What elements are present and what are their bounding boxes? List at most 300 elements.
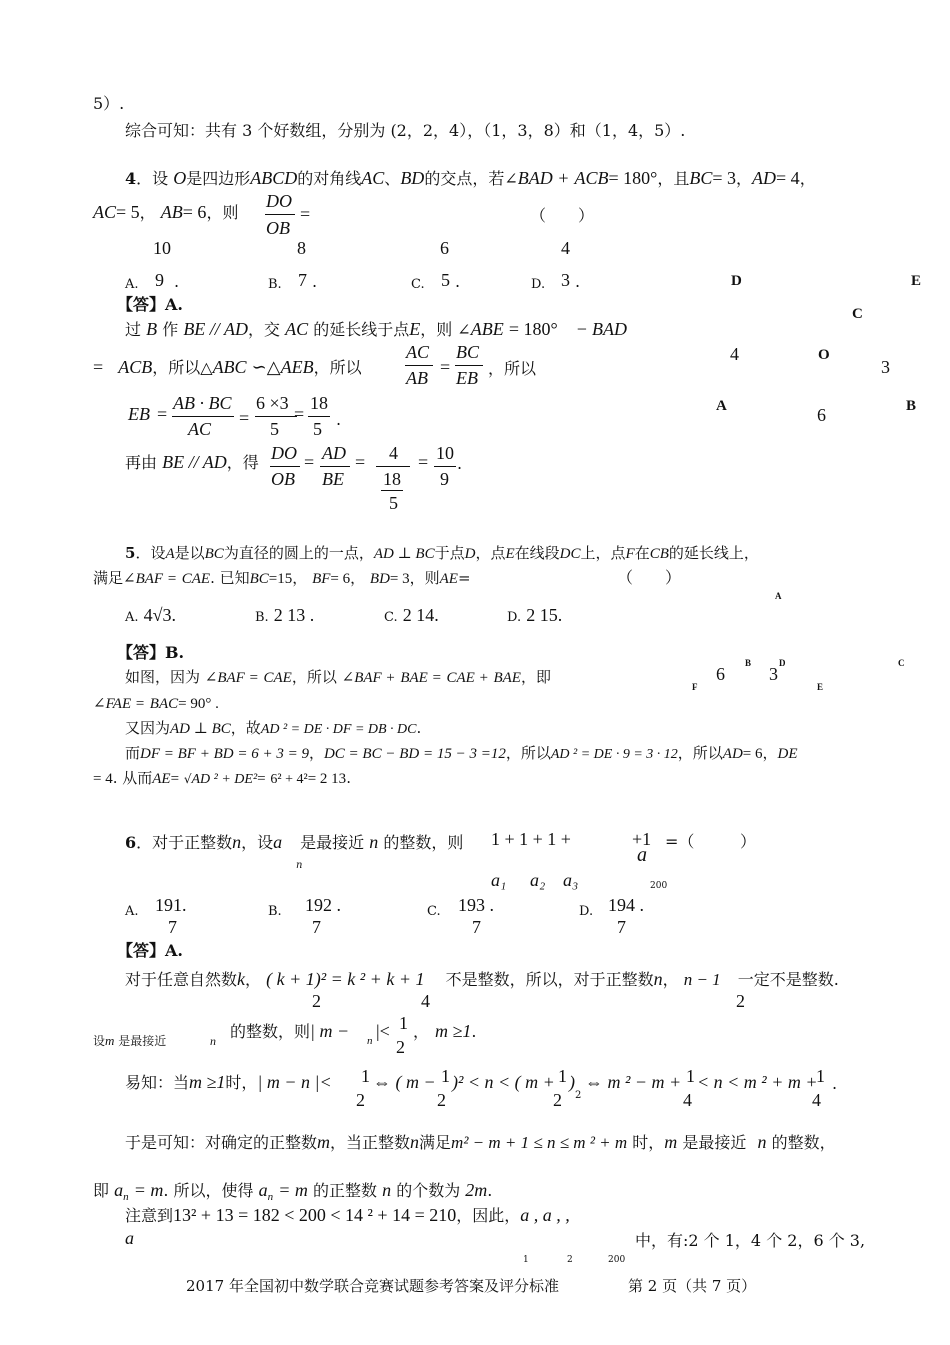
q4-eb-f2-num: 6 ×3 xyxy=(256,393,289,413)
q6-l2-den: 2 xyxy=(396,1037,405,1057)
q6-text: 的整数，则 xyxy=(230,1022,311,1041)
q6-text: 时， xyxy=(632,1133,665,1152)
q4-sol4-f3-inner-bar xyxy=(381,490,403,491)
q5-solution-line-1 xyxy=(125,667,551,688)
q6-solution-line-1 xyxy=(125,969,839,990)
q5-expr: FAE = xyxy=(105,696,146,712)
fig5-label-B: B xyxy=(745,658,752,668)
q6-l3-mid: )² < n < ( m + xyxy=(452,1072,555,1092)
q5-val: = 6 xyxy=(330,571,351,587)
q5-var: BD xyxy=(369,571,390,587)
q6-l6-a: a xyxy=(125,1228,134,1248)
q6-opt-b-num: 192 . xyxy=(305,895,341,915)
q4-expr: ABC xyxy=(212,357,247,377)
q6-expr: n − 1 xyxy=(683,970,721,989)
q6-sum-a: a xyxy=(637,844,647,866)
q5-text: = xyxy=(457,569,471,587)
fig5-label-F: F xyxy=(692,682,698,692)
q4-expr: = 180° xyxy=(508,319,558,339)
q5-text: ，所以 ∠ xyxy=(291,668,355,686)
q5-text: . 从而 xyxy=(112,769,153,787)
q6-text: ， xyxy=(662,970,679,989)
q4-text: 是四边形 xyxy=(186,169,251,188)
q5-text: . xyxy=(416,719,422,737)
q4-eb-f3-den: 5 xyxy=(313,419,322,439)
q5-expr: = xyxy=(257,771,266,787)
q6-den-3: a₃ xyxy=(563,870,579,890)
fig4-label-C: C xyxy=(852,306,863,322)
q6-l3-f5-den: 4 xyxy=(812,1090,821,1110)
q5-opt-label: B. xyxy=(255,610,269,625)
q6-text: 对于任意自然数 xyxy=(125,970,238,989)
q4-opt-a-label: A. xyxy=(125,277,139,292)
q5-solution-line-4 xyxy=(125,743,798,765)
fig4-label-A: A xyxy=(716,398,727,414)
q6-l3-f1-num: 1 xyxy=(361,1066,370,1086)
q5-opt-label: C. xyxy=(384,610,398,625)
q5-expr: BAC xyxy=(149,696,179,712)
q5-text: ，即 xyxy=(520,668,551,686)
q4-eb-f1-den: AC xyxy=(188,419,212,439)
q4-eb-eq3: = xyxy=(294,404,305,424)
q5-text: 在线段 xyxy=(514,544,560,562)
q5-expr: AD ⊥ BC xyxy=(373,546,435,562)
q5-text: ∠ xyxy=(93,694,106,712)
q5-text: 在 xyxy=(634,544,650,562)
q4-text: ，则 xyxy=(206,203,239,222)
q4-eb: EB xyxy=(128,404,150,424)
q6-l1-den-3: 2 xyxy=(736,991,745,1011)
q4-sol4-f2-bar xyxy=(320,466,350,467)
q4-var: AB xyxy=(160,202,183,222)
fig4-len-3: 3 xyxy=(881,357,890,377)
q4-answer: 【答】A. xyxy=(117,295,183,314)
q6-text: ，因此， xyxy=(456,1206,521,1225)
q4-opt-b-num: 8 xyxy=(297,238,306,258)
q4-text: 作 xyxy=(162,320,179,339)
q4-opt-a-dot: . xyxy=(174,272,180,291)
q5-expr: BAF + xyxy=(354,670,396,686)
q5-expr: DF = BF + BD = 6 + 3 = 9 xyxy=(140,746,309,762)
q4-text: ，所以 xyxy=(313,358,362,377)
q6-opt-b-den: 7 xyxy=(312,917,321,937)
q6-l1-den-2: 4 xyxy=(421,991,430,1011)
q5-expr: = xyxy=(170,771,180,787)
q4-opt-d-num: 4 xyxy=(561,238,570,258)
q6-text: 的正整数 xyxy=(312,1181,377,1200)
q6-solution-line-6 xyxy=(125,1205,570,1226)
q6-text: 的个数为 xyxy=(396,1181,461,1200)
q6-text: ，设 xyxy=(241,833,274,852)
q5-statement-line-1 xyxy=(125,543,759,564)
q6-text: 是最接近 xyxy=(118,1034,167,1048)
q6-l3-iff2: ⇔ m ² − m + xyxy=(585,1072,682,1092)
q4-sol4-f3-den: 5 xyxy=(389,493,398,513)
q4-text: ， xyxy=(139,203,156,222)
q5-answer: 【答】B. xyxy=(117,643,185,662)
q5-expr: = 90° . xyxy=(178,696,219,712)
q5-var: AE xyxy=(152,771,171,787)
q4-opt-b-den: 7 xyxy=(298,270,307,290)
q4-eb-f1-num: AB · BC xyxy=(173,393,232,413)
q6-var: a xyxy=(273,832,283,852)
fig4-label-E: E xyxy=(911,273,922,289)
q6-var: n xyxy=(410,1132,420,1152)
q4-opt-c-dot: . xyxy=(455,272,461,291)
q5-expr: DC = BC − BD = 15 − 3 =12 xyxy=(323,746,506,762)
q5-text: ，所以 xyxy=(505,744,551,762)
q6-answer: 【答】A. xyxy=(117,941,183,960)
q6-opt-d-label: D. xyxy=(579,904,594,919)
q6-var: a xyxy=(258,1180,268,1200)
q5-expr: AD ² = DE · 9 = 3 · 12 xyxy=(550,747,678,762)
q5-paren: （ ） xyxy=(617,568,682,587)
q6-var: a xyxy=(114,1180,124,1200)
footer-page-number: 第 2 页（共 7 页） xyxy=(628,1277,757,1295)
q4-paren: （ ） xyxy=(530,206,595,225)
q6-l3-f3-num: 1 xyxy=(558,1066,567,1086)
q5-opt-value: 2 15. xyxy=(526,605,563,625)
q4-text: 的延长线于点 xyxy=(313,320,410,339)
q5-opt-label: D. xyxy=(507,610,522,625)
fig5-len-3: 3 xyxy=(769,664,778,684)
q4-opt-d-dot: . xyxy=(575,272,581,291)
q4-opt-b-label: B. xyxy=(268,277,282,292)
q6-text: ，当正整数 xyxy=(330,1133,411,1152)
q4-text: 过 xyxy=(125,320,142,339)
q6-text: 不是整数，所以，对于正整数 xyxy=(445,970,654,989)
q6-l3-f3-den: 2 xyxy=(553,1090,562,1110)
q4-frac-bar xyxy=(265,214,295,215)
q4-sol4-f1-num: DO xyxy=(271,443,297,463)
q4-val: = 5 xyxy=(116,202,140,222)
q6-text: ， xyxy=(413,1022,430,1041)
q4-opt-c-den: 5 xyxy=(441,270,450,290)
q4-opt-a-num: 10 xyxy=(153,238,171,258)
q4-expr: − xyxy=(576,319,587,339)
q4-text: ，则 ∠ xyxy=(420,320,471,339)
q5-text: 如图，因为 ∠ xyxy=(125,668,218,686)
q4-expr: = xyxy=(93,357,104,377)
q5-text: . 已知 xyxy=(210,569,250,587)
q6-expr: 2m xyxy=(465,1180,488,1200)
q5-option-a xyxy=(125,605,176,628)
q5-text: . xyxy=(346,769,351,787)
q6-text: 即 xyxy=(93,1181,110,1200)
q5-expr: AD ² + DE² xyxy=(191,772,258,787)
q6-l2-tail xyxy=(413,1021,477,1042)
q4-sol4-f1-den: OB xyxy=(271,469,295,489)
q4-sol4-f2-num: AD xyxy=(322,443,346,463)
q4-text: ， xyxy=(736,169,753,188)
q6-expr: = m xyxy=(133,1180,164,1200)
q4-opt-d-den: 3 xyxy=(561,270,570,290)
q4-val: = 3 xyxy=(712,168,737,188)
q5-text: 又因为 xyxy=(125,719,171,737)
q4-sol4-f3-num: 4 xyxy=(389,443,398,463)
q4-var: AC xyxy=(93,202,117,222)
q5-text: 而 xyxy=(125,744,141,762)
q6-text: 一定不是整数. xyxy=(737,970,839,989)
q6-l3-sup2: 2 xyxy=(575,1090,582,1101)
q6-expr: m² − m + 1 ≤ n ≤ m ² + m xyxy=(451,1133,628,1152)
q5-text: ， xyxy=(308,744,324,762)
q6-l2-lt: |< xyxy=(376,1021,390,1041)
q6-l2-n: n xyxy=(210,1034,216,1048)
q6-expr: a , a , , xyxy=(520,1205,570,1225)
q6-opt-c-num: 193 . xyxy=(458,895,494,915)
q4-expr: BAD xyxy=(592,319,628,339)
q6-sum: 1 + 1 + 1 + xyxy=(491,829,571,849)
q4-number: 4 xyxy=(125,169,137,188)
q6-var: n xyxy=(653,969,663,989)
q6-text: 的整数， xyxy=(771,1133,836,1152)
q5-var: DC xyxy=(559,546,581,562)
q5-var: F xyxy=(625,546,635,562)
q5-expr: BAF = xyxy=(135,571,177,587)
q4-var: AC xyxy=(285,319,309,339)
q6-l2-sqrtn: n xyxy=(367,1035,373,1047)
q6-text: 是最接近 xyxy=(300,833,365,852)
q6-l3-f2-den: 2 xyxy=(437,1090,446,1110)
q6-solution-line-5 xyxy=(93,1180,492,1207)
q4-eb-f1-bar xyxy=(172,416,234,417)
q5-expr: CAE xyxy=(181,571,211,587)
q4-ratio-2-den: EB xyxy=(456,368,478,388)
q4-eb-f3-num: 18 xyxy=(310,393,328,413)
q4-text: 的对角线 xyxy=(297,169,362,188)
q5-var: BF xyxy=(312,571,331,587)
q4-var: B xyxy=(146,319,158,339)
q6-var: n xyxy=(757,1132,767,1152)
q4-eq: = xyxy=(300,204,311,224)
q4-expr: ACB xyxy=(118,357,153,377)
q5-solution-line-3 xyxy=(125,718,421,740)
q4-sol4-dot: . xyxy=(457,454,463,473)
q5-text: ， xyxy=(292,569,308,587)
q4-eb-f2-bar xyxy=(255,416,297,417)
q5-opt-value: 2 14. xyxy=(402,605,439,625)
q6-text: 设 xyxy=(93,1034,106,1048)
q6-solution-line-2a xyxy=(93,1031,166,1051)
q6-den-2: a₂ xyxy=(530,870,546,890)
q5-option-c xyxy=(384,605,439,628)
q5-expr: AD ² = DE · DF = DB · DC xyxy=(260,722,417,737)
q4-statement-line-2 xyxy=(93,202,238,223)
q4-opt-c-label: C. xyxy=(411,277,425,292)
q6-sum-last: +1 xyxy=(632,829,652,849)
q5-var: AD xyxy=(722,746,743,762)
q6-opt-a-den: 7 xyxy=(168,917,177,937)
q5-expr: CAE + xyxy=(446,670,489,686)
q4-ratio-2-num: BC xyxy=(456,342,480,362)
sqrt-icon: √ xyxy=(183,772,192,786)
q6-sub: n xyxy=(123,1191,129,1204)
q6-text: 易知：当 xyxy=(125,1073,190,1092)
q5-var: BC xyxy=(249,571,269,587)
q5-expr: = 2 13 xyxy=(307,771,347,787)
q6-text: ， xyxy=(245,970,262,989)
q4-text: ，交 xyxy=(247,320,280,339)
q6-l1-den-1: 2 xyxy=(312,991,321,1011)
q6-text: . 所以，使得 xyxy=(163,1181,254,1200)
q4-eb-f2-den: 5 xyxy=(270,419,279,439)
q5-opt-value: 2 13 . xyxy=(273,605,315,625)
q6-opt-c-den: 7 xyxy=(472,917,481,937)
q5-text: 上，点 xyxy=(580,544,626,562)
q6-text: 满足 xyxy=(419,1133,452,1152)
q4-text: ，得 xyxy=(226,453,259,472)
q6-var: k xyxy=(237,969,246,989)
q6-l3-f4-num: 1 xyxy=(686,1066,695,1086)
q4-var: BC xyxy=(689,168,713,188)
q5-opt-value: 4√3. xyxy=(143,605,177,625)
q6-number: 6 xyxy=(125,833,137,852)
q4-sol4-f4-den: 9 xyxy=(440,469,449,489)
q6-text: . xyxy=(487,1181,493,1200)
q5-text: ，故 xyxy=(230,719,261,737)
q5-text: 满足∠ xyxy=(93,569,136,587)
q6-expr: m ≥1 xyxy=(189,1072,226,1092)
fig5-label-E: E xyxy=(817,682,824,692)
fig5-label-A: A xyxy=(775,591,782,601)
q4-opt-c-num: 6 xyxy=(440,238,449,258)
q4-statement-line-1 xyxy=(125,168,816,189)
q4-text: ，所以△ xyxy=(152,358,213,377)
q5-val: =15 xyxy=(268,571,293,587)
fig5-label-C: C xyxy=(898,658,905,668)
q5-statement-line-2 xyxy=(93,568,471,589)
q6-opt-d-den: 7 xyxy=(617,917,626,937)
q5-var: D xyxy=(464,546,476,562)
q6-text: 注意到 xyxy=(125,1206,174,1225)
q4-text: ， xyxy=(799,169,816,188)
q5-var: BC xyxy=(204,546,224,562)
q6-expr: 13² + 13 = 182 < 200 < 14 ² + 14 = 210 xyxy=(173,1205,457,1225)
q4-opt-d-label: D. xyxy=(531,277,546,292)
q4-text: 再由 xyxy=(125,453,158,472)
q4-cond: = 180° xyxy=(608,168,658,188)
q4-eb-dot: . xyxy=(336,410,342,429)
q4-var: AD xyxy=(752,168,777,188)
q5-text: ，则 xyxy=(409,569,440,587)
q4-sol4-f4-bar xyxy=(434,466,456,467)
q6-text: 于是可知：对确定的正整数 xyxy=(125,1133,318,1152)
q6-l3-dot: . xyxy=(832,1074,838,1093)
q5-solution-line-5 xyxy=(93,768,351,790)
q4-sol4-f1-bar xyxy=(270,466,300,467)
fig4-label-B: B xyxy=(906,398,917,414)
q6-l3-ineq: < n < m ² + m + xyxy=(697,1072,818,1092)
q5-text: 为直径的圆上的一点， xyxy=(223,544,374,562)
q6-var: n xyxy=(382,1180,392,1200)
q4-sol4-f3-bar xyxy=(376,466,410,467)
q4-ratio-1-den: AB xyxy=(406,368,428,388)
q6-var: m xyxy=(664,1132,678,1152)
q6-sub: n xyxy=(267,1191,274,1204)
q5-expr: BAF = xyxy=(217,670,259,686)
q6-l6-sub-2: 2 xyxy=(567,1255,573,1265)
q6-var: m xyxy=(105,1033,115,1048)
q4-var-BD: BD xyxy=(400,168,425,188)
q6-text: ．对于正整数 xyxy=(136,833,233,852)
q4-val: = 6 xyxy=(182,202,207,222)
q6-var: n xyxy=(369,832,379,852)
q6-text: 的整数，则 xyxy=(383,833,464,852)
q5-text: ， xyxy=(350,569,366,587)
q5-text: ，所以 xyxy=(677,744,723,762)
q6-l6-tail: 中，有:2 个 1，4 个 2，6 个 3, xyxy=(635,1231,866,1250)
q6-statement-line-1 xyxy=(125,832,463,853)
q5-val: = 4 xyxy=(93,771,113,787)
q6-l2-num: 1 xyxy=(399,1013,408,1033)
q4-sol4-f4-num: 10 xyxy=(436,443,454,463)
q4-text: ．设 xyxy=(136,169,169,188)
q5-var: CB xyxy=(649,546,669,562)
q6-l3-f4-den: 4 xyxy=(683,1090,692,1110)
q6-expr: | m − xyxy=(310,1021,350,1041)
q6-l3-f2-num: 1 xyxy=(441,1066,450,1086)
q4-eb-eq2: = xyxy=(239,408,250,428)
q4-sol4-eq3: = xyxy=(418,452,429,472)
q6-opt-a-label: A. xyxy=(125,904,139,919)
footer-title: 2017 年全国初中数学联合竞赛试题参考答案及评分标准 xyxy=(186,1277,559,1295)
q4-sol4-f3-mid: 18 xyxy=(383,469,401,489)
q4-expr: BE // AD xyxy=(162,452,227,472)
q4-frac-num: DO xyxy=(266,191,292,211)
q4-ratio-2-bar xyxy=(455,365,483,366)
fig4-label-O: O xyxy=(818,347,830,363)
q4-solution-line-4 xyxy=(125,452,259,473)
q4-sol4-f2-den: BE xyxy=(322,469,344,489)
q6-text: . xyxy=(471,1022,477,1041)
q5-expr: 6² + 4² xyxy=(270,772,308,787)
q4-ratio-eq: = xyxy=(440,357,451,377)
q6-l6-sub-200: 200 xyxy=(608,1255,626,1265)
q6-text: 时， xyxy=(225,1073,258,1092)
fig5-len-6: 6 xyxy=(716,664,725,684)
q5-solution-line-2 xyxy=(93,693,219,714)
q5-text: ，点 xyxy=(475,544,506,562)
q5-option-b xyxy=(255,605,314,628)
q5-text: 的延长线上， xyxy=(668,544,759,562)
q5-number: 5 xyxy=(125,544,136,562)
q5-expr: CAE xyxy=(263,670,292,686)
q4-expr: AEB xyxy=(280,357,314,377)
q4-opt-b-dot: . xyxy=(312,272,318,291)
q4-val: = 4 xyxy=(776,168,800,188)
q6-solution-line-2b xyxy=(230,1021,349,1042)
q6-var: n xyxy=(232,832,242,852)
q6-solution-line-4 xyxy=(125,1132,836,1153)
continuation-line-2: 综合可知：共有 3 个好数组，分别为 (2，2，4），（1，3，8）和（1，4，5）. xyxy=(125,121,686,140)
fig4-len-4: 4 xyxy=(730,344,739,364)
q6-expr: m ≥1 xyxy=(435,1021,472,1041)
q4-sol2-tail: ，所以 xyxy=(488,359,537,378)
q4-sol4-eq2: = xyxy=(355,452,366,472)
q4-solution-line-1 xyxy=(125,319,627,340)
q5-text: 是以 xyxy=(174,544,205,562)
q5-expr: BAE xyxy=(493,670,521,686)
q4-eb-f3-bar xyxy=(308,416,330,417)
q4-solution-line-2 xyxy=(93,357,362,378)
q4-text: 、 xyxy=(384,169,401,188)
q4-cond: BAD + xyxy=(517,168,570,188)
fig4-len-6: 6 xyxy=(817,405,826,425)
q4-cond: ACB xyxy=(574,168,609,188)
q5-expr: BAE = xyxy=(400,670,442,686)
q4-expr: ∽△ xyxy=(251,357,281,377)
